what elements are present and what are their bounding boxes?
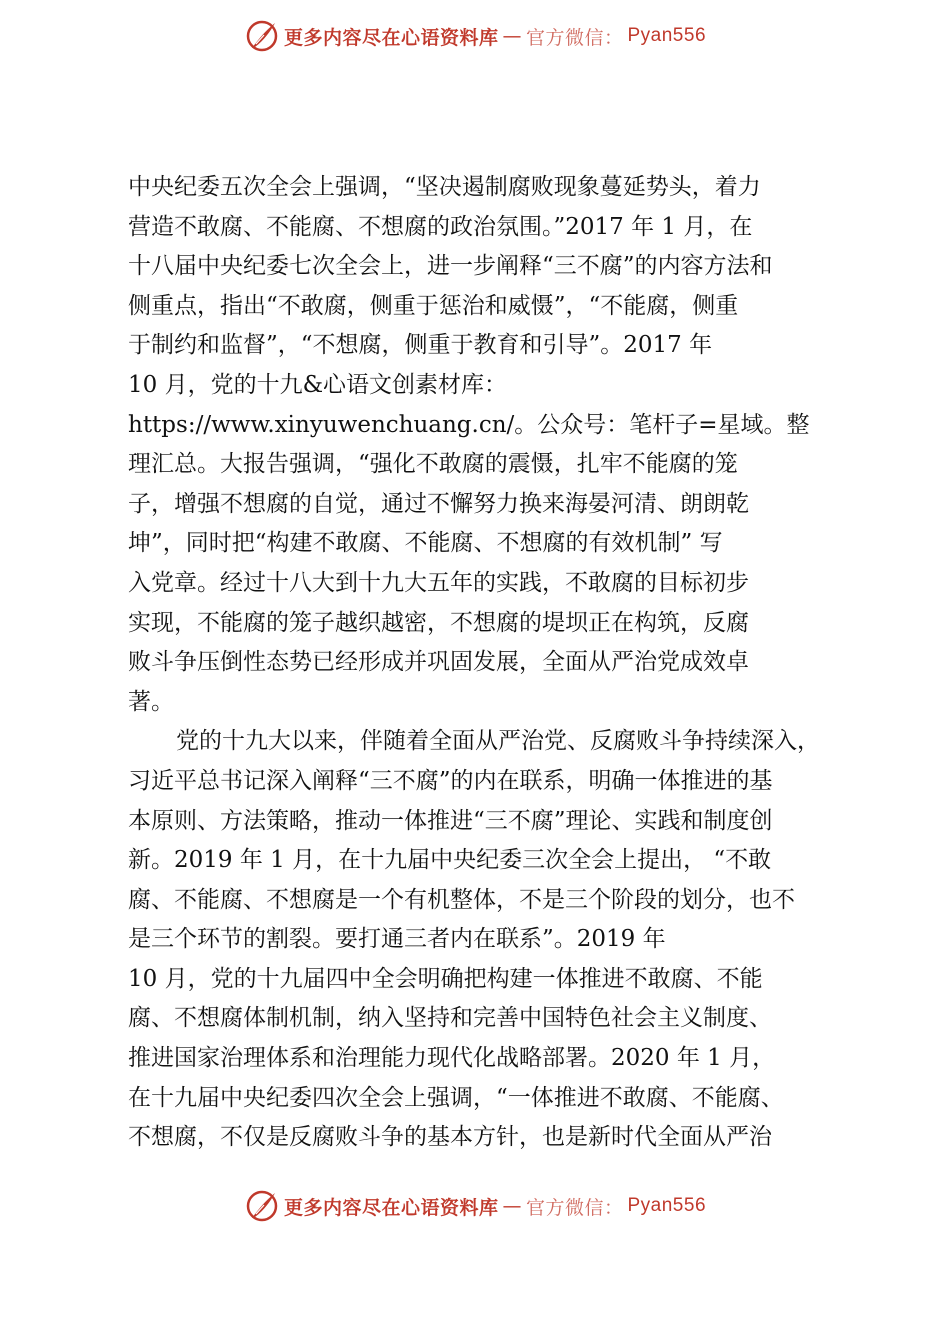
body-line: 腐、不能腐、不想腐是一个有机整体，不是三个阶段的划分，也不	[128, 886, 795, 913]
body-line: 是三个环节的割裂。要打通三者内在联系”。2019 年	[128, 926, 666, 953]
banner-sub-text: 官方微信：	[525, 26, 624, 49]
document-body	[128, 168, 838, 1158]
body-line: 理汇总。大报告强调，“强化不敢腐的震慑，扎牢不能腐的笼	[128, 451, 738, 478]
body-line: 本原则、方法策略，推动一体推进“三不腐”理论、实践和制度创	[128, 807, 773, 834]
body-line: 中央纪委五次全会上强调，“坚决遏制腐败现象蔓延势头，着力	[128, 174, 761, 200]
paragraph-first-line: 党的十九大以来，伴随着全面从严治党、反腐败斗争持续深入，	[176, 728, 820, 755]
banner-dash: —	[502, 25, 522, 47]
body-line: 入党章。经过十八大到十九大五年的实践，不敢腐的目标初步	[128, 569, 749, 596]
body-line: 腐、不想腐体制机制，纳入坚持和完善中国特色社会主义制度、	[128, 1005, 772, 1032]
quill-circle-icon	[244, 18, 280, 54]
body-line: 新。2019 年 1 月，在十九届中央纪委三次全会上提出， “不敢	[128, 847, 772, 874]
body-line: 坤”，同时把“构建不敢腐、不能腐、不想腐的有效机制” 写	[128, 530, 723, 557]
footer-watermark-banner	[0, 1186, 950, 1226]
body-line: 于制约和监督”，“不想腐，侧重于教育和引导”。2017 年	[128, 332, 713, 359]
banner-main-text: 更多内容尽在心语资料库	[283, 26, 499, 49]
body-line: 实现，不能腐的笼子越织越密，不想腐的堤坝正在构筑，反腐	[128, 609, 749, 636]
body-line: 败斗争压倒性态势已经形成并巩固发展，全面从严治党成效卓	[128, 649, 749, 676]
body-line: https://www.xinyuwenchuang.cn/。公众号：笔杆子=星域。整	[128, 411, 810, 438]
body-line: 10 月，党的十九届四中全会明确把构建一体推进不敢腐、不能	[128, 965, 763, 992]
body-line: 不想腐，不仅是反腐败斗争的基本方针，也是新时代全面从严治	[128, 1124, 772, 1151]
body-line: 营造不敢腐、不能腐、不想腐的政治氛围。”2017 年 1 月，在	[128, 213, 753, 240]
banner-wechat-id: Pyan556	[627, 25, 707, 46]
banner-dash: —	[502, 1195, 522, 1217]
body-line: 10 月，党的十九&心语文创素材库：	[128, 371, 508, 398]
body-line: 侧重点，指出“不敢腐，侧重于惩治和威慑”，“不能腐，侧重	[128, 292, 739, 319]
quill-circle-icon	[244, 1188, 280, 1224]
body-line: 十八届中央纪委七次全会上，进一步阐释“三不腐”的内容方法和	[128, 253, 773, 280]
banner-main-text: 更多内容尽在心语资料库	[283, 1196, 499, 1219]
banner-sub-text: 官方微信：	[525, 1196, 624, 1219]
body-line: 子，增强不想腐的自觉，通过不懈努力换来海晏河清、朗朗乾	[128, 490, 749, 517]
banner-wechat-id: Pyan556	[627, 1195, 707, 1216]
body-line: 习近平总书记深入阐释“三不腐”的内在联系，明确一体推进的基	[128, 767, 773, 794]
body-line: 著。	[128, 688, 174, 715]
body-line: 推进国家治理体系和治理能力现代化战略部署。2020 年 1 月，	[128, 1045, 776, 1072]
header-watermark-banner	[0, 16, 950, 56]
body-line: 在十九届中央纪委四次全会上强调，“一体推进不敢腐、不能腐、	[128, 1084, 784, 1111]
